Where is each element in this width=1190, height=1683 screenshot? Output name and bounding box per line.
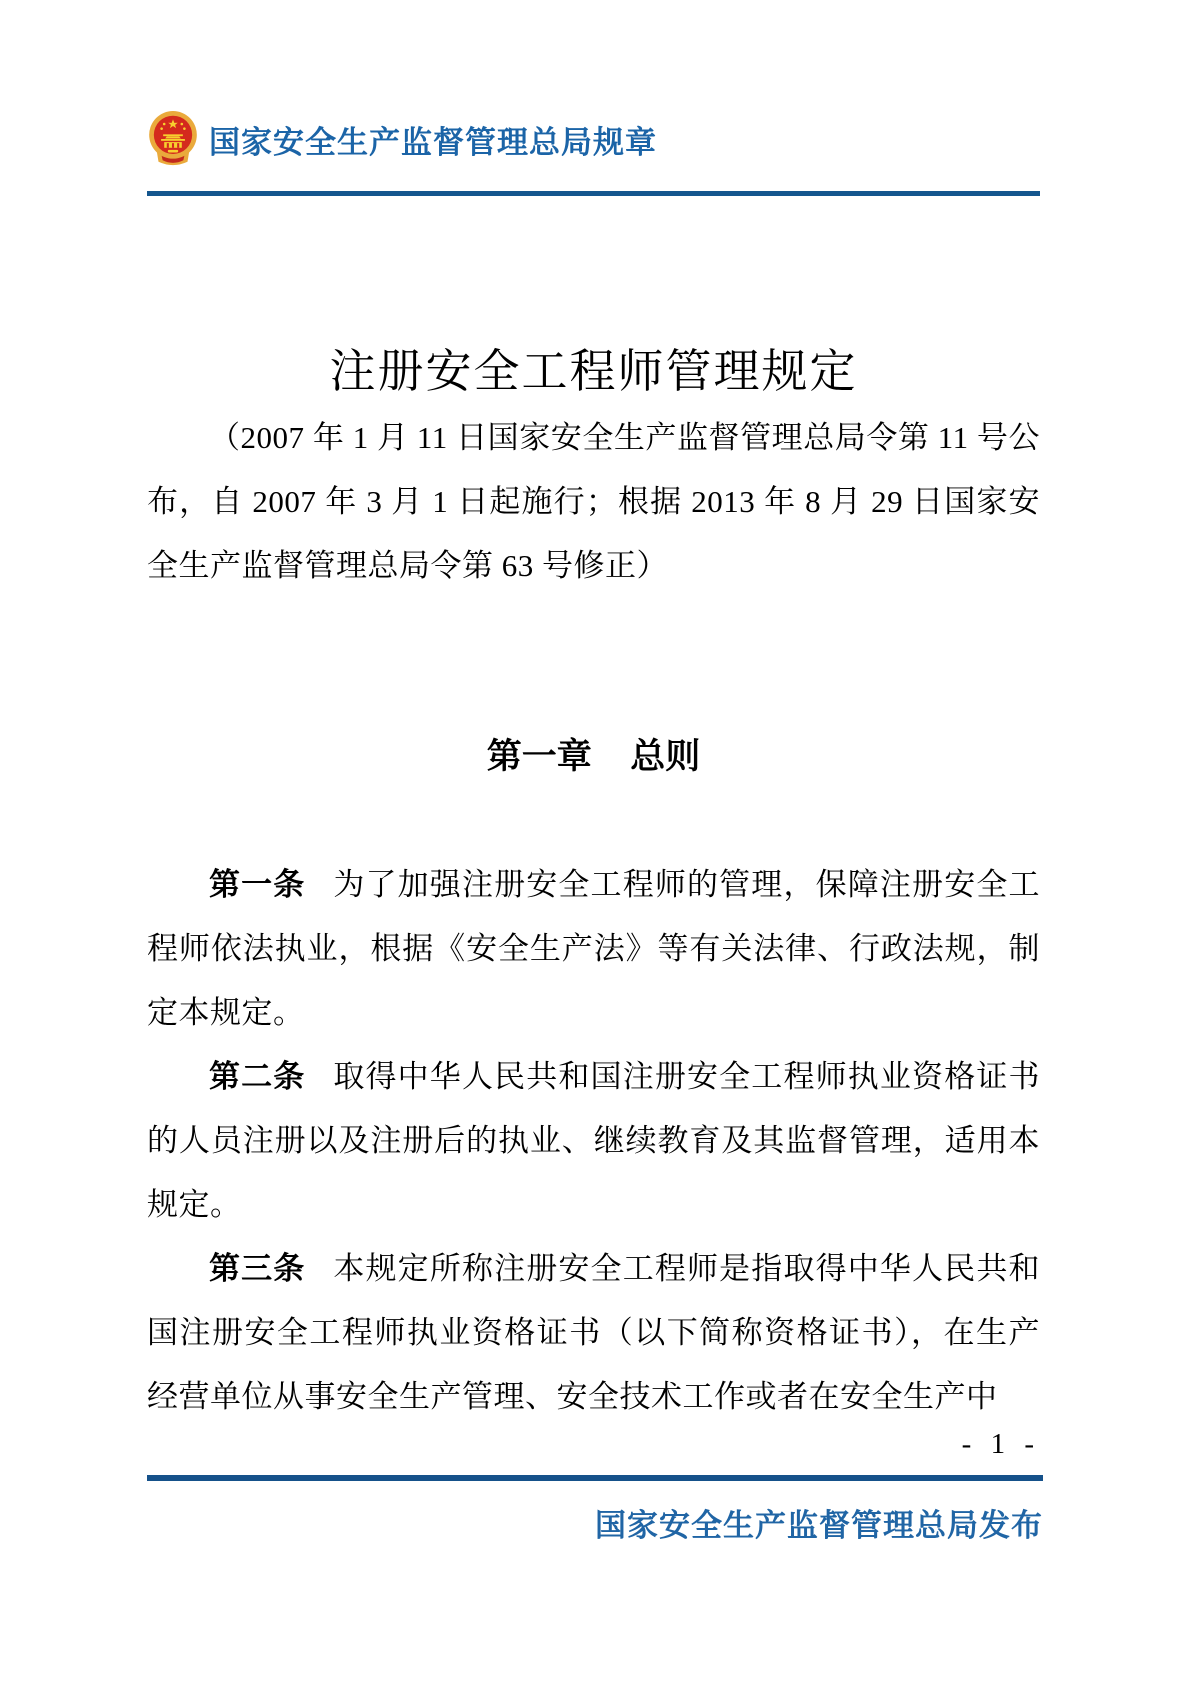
page-number: - 1 - bbox=[961, 1428, 1040, 1460]
page-header bbox=[147, 110, 1040, 168]
article-paragraph bbox=[147, 1237, 1040, 1429]
article-number: 第二条 bbox=[209, 1059, 306, 1094]
national-emblem-icon bbox=[147, 110, 199, 168]
article-paragraph bbox=[147, 853, 1040, 1045]
footer-rule bbox=[147, 1475, 1043, 1481]
article-text: 取得中华人民共和国注册安全工程师执业资格证书的人员注册以及注册后的执业、继续教育及其监督管理，适用本规定。 bbox=[147, 1059, 1040, 1222]
header-rule bbox=[147, 191, 1040, 196]
chapter-heading bbox=[147, 738, 1040, 777]
preamble-paragraph: （2007 年 1 月 11 日国家安全生产监督管理总局令第 11 号公布，自 2007 年 3 月 1 日起施行；根据 2013 年 8 月 29 日国家安全生产监督管理总局令第 63 号修正） bbox=[147, 420, 1040, 583]
header-agency-label: 国家安全生产监督管理总局规章 bbox=[209, 124, 657, 160]
article-number: 第三条 bbox=[209, 1251, 306, 1286]
article-paragraph bbox=[147, 1045, 1040, 1237]
document-title: 注册安全工程师管理规定 bbox=[329, 346, 858, 397]
chapter-number: 第一章 bbox=[486, 737, 592, 776]
footer-publisher: 国家安全生产监督管理总局发布 bbox=[595, 1508, 1043, 1543]
chapter-name: 总则 bbox=[630, 737, 701, 776]
articles bbox=[147, 853, 1040, 1429]
article-text: 本规定所称注册安全工程师是指取得中华人民共和国注册安全工程师执业资格证书（以下简称资格证书），在生产经营单位从事安全生产管理、安全技术工作或者在安全生产中 bbox=[147, 1251, 1040, 1414]
article-number: 第一条 bbox=[209, 867, 306, 902]
article-text: 为了加强注册安全工程师的管理，保障注册安全工程师依法执业，根据《安全生产法》等有关法律、行政法规，制定本规定。 bbox=[147, 867, 1040, 1030]
